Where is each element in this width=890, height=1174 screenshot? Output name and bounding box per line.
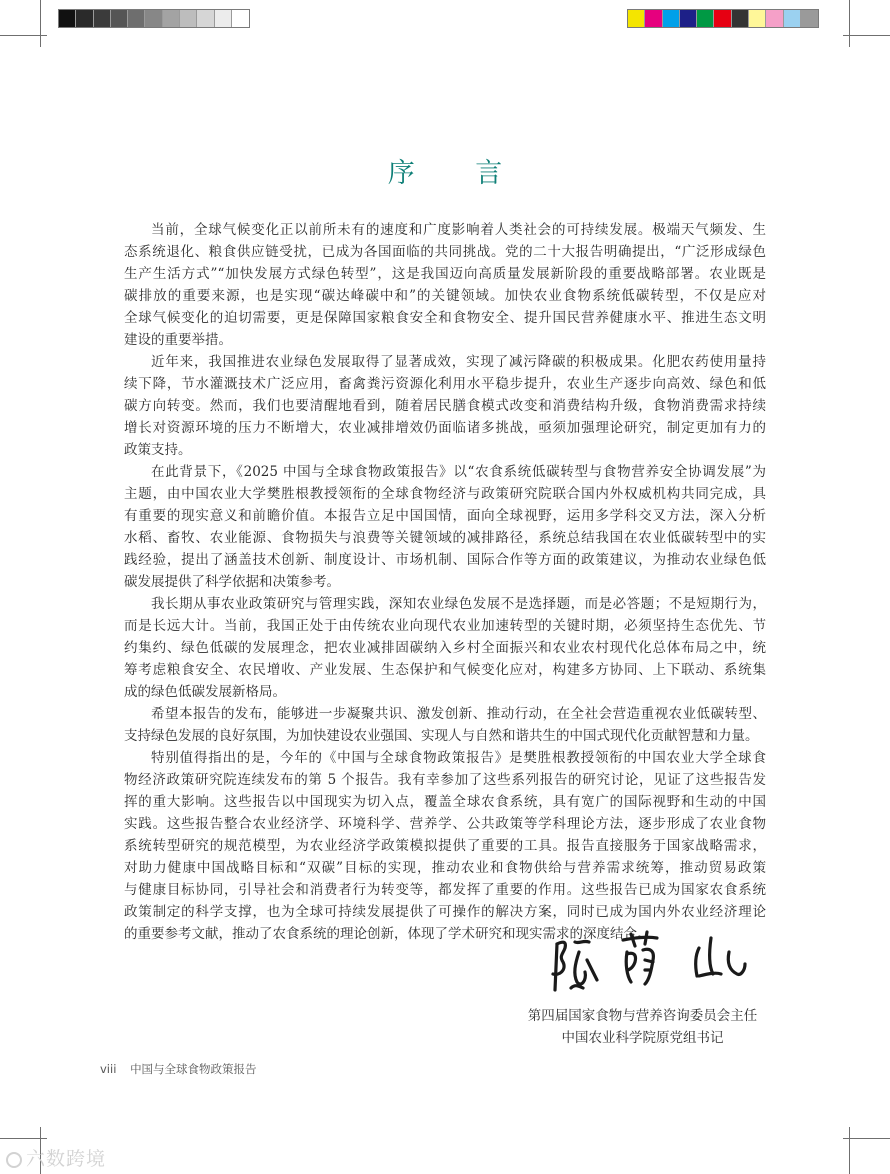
color-swatch xyxy=(628,10,645,27)
color-swatch xyxy=(766,10,783,27)
paragraph-line: 在此背景下，《2025 中国与全球食物政策报告》以“农食系统低碳转型与食物营养安全协调发展”为 xyxy=(151,464,766,480)
color-swatch xyxy=(197,10,214,27)
paragraph-line: 成的绿色低碳发展新格局。 xyxy=(124,684,286,700)
color-swatch xyxy=(59,10,76,27)
paragraph-line: 碳方向转变。然而，我们也要清醒地看到，随着居民膳食模式改变和消费结构升级，食物消费需求持续 xyxy=(124,398,766,414)
paragraph-line: 践经验，提出了涵盖技术创新、制度设计、市场机制、国际合作等方面的政策建议，为推动农业绿色低 xyxy=(124,552,766,568)
paragraph-line: 续下降，节水灌溉技术广泛应用，畜禽粪污资源化利用水平稳步提升，农业生产逐步向高效、绿色和低 xyxy=(124,376,766,392)
paragraph-line: 对助力健康中国战略目标和“双碳”目标的实现，推动农业和食物供给与营养需求统筹，推动贸易政策 xyxy=(124,860,766,876)
color-swatch xyxy=(663,10,680,27)
color-swatch xyxy=(784,10,801,27)
color-swatch xyxy=(714,10,731,27)
cmyk-color-bar xyxy=(627,9,819,28)
color-swatch xyxy=(801,10,818,27)
crop-mark-br-v xyxy=(849,1127,850,1174)
color-swatch xyxy=(180,10,197,27)
paragraph-line: 筹考虑粮食安全、农民增收、产业发展、生态保护和气候变化应对，构建多方协同、上下联动、系统集 xyxy=(124,662,766,678)
color-swatch xyxy=(749,10,766,27)
handwritten-signature xyxy=(545,930,755,998)
preface-body xyxy=(124,219,766,945)
paragraph-line: 建设的重要举措。 xyxy=(124,332,232,348)
color-swatch xyxy=(215,10,232,27)
paragraph-line: 物经济政策研究院连续发布的第 5 个报告。我有幸参加了这些系列报告的研究讨论，见证了这些报告发 xyxy=(124,772,766,788)
crop-mark-tr-h xyxy=(843,35,890,36)
color-swatch xyxy=(76,10,93,27)
paragraph-line: 约集约、绿色低碳的发展理念，把农业减排固碳纳入乡村全面振兴和农业农村现代化总体布局之中，统 xyxy=(124,640,766,656)
paragraph-line: 主题，由中国农业大学樊胜根教授领衔的全球食物经济与政策研究院联合国内外权威机构共同完成，具 xyxy=(124,486,766,502)
paragraph-line: 的重要参考文献，推动了农食系统的理论创新，体现了学术研究和现实需求的深度结合。 xyxy=(124,926,651,942)
paragraph-line: 有重要的现实意义和前瞻价值。本报告立足中国国情，面向全球视野，运用多学科交叉方法，深入分析 xyxy=(124,508,766,524)
watermark-text: 六数跨境 xyxy=(26,1148,107,1170)
gray-color-bar xyxy=(58,9,250,28)
page-number: viii xyxy=(100,1062,117,1076)
paragraph-line: 全球气候变化的迫切需要，更是保障国家粮食安全和食物安全、提升国民营养健康水平、推进生态文明 xyxy=(124,310,766,326)
paragraph-line: 与健康目标协同，引导社会和消费者行为转变等，都发挥了重要的作用。这些报告已成为国家农食系统 xyxy=(124,882,766,898)
paragraph-line: 政策制定的科学支撑，也为全球可持续发展提供了可操作的解决方案，同时已成为国内外农业经济理论 xyxy=(124,904,766,920)
color-swatch xyxy=(232,10,249,27)
crop-mark-tr-v xyxy=(849,0,850,47)
paragraph-line: 政策支持。 xyxy=(124,442,192,458)
watermark-logo-icon xyxy=(6,1152,22,1168)
paragraph-line: 增长对资源环境的压力不断增大，农业减排增效仍面临诸多挑战，亟须加强理论研究，制定更加有力的 xyxy=(124,420,766,436)
color-swatch xyxy=(645,10,662,27)
paragraph-line: 生产生活方式”“加快发展方式绿色转型”，这是我国迈向高质量发展新阶段的重要战略部署。农业既是 xyxy=(124,266,766,282)
color-swatch xyxy=(697,10,714,27)
page-footer xyxy=(100,1061,267,1077)
paragraph-line: 当前，全球气候变化正以前所未有的速度和广度影响着人类社会的可持续发展。极端天气频发、生 xyxy=(151,222,766,238)
crop-mark-tl-v xyxy=(40,0,41,47)
paragraph-line: 近年来，我国推进农业绿色发展取得了显著成效，实现了减污降碳的积极成果。化肥农药使用量持 xyxy=(151,354,766,370)
color-swatch xyxy=(145,10,162,27)
color-swatch xyxy=(732,10,749,27)
page-title: 序 言 xyxy=(387,158,529,189)
paragraph-line: 而是长远大计。当前，我国正处于由传统农业向现代农业加速转型的关键时期，必须坚持生态优先、节 xyxy=(124,618,766,634)
paragraph-line: 态系统退化、粮食供应链受扰，已成为各国面临的共同挑战。党的二十大报告明确提出，“广泛形成绿色 xyxy=(124,244,766,260)
paragraph-line: 水稻、畜牧、农业能源、食物损失与浪费等关键领域的减排路径，系统总结我国在农业低碳转型中的实 xyxy=(124,530,766,546)
paragraph-line: 希望本报告的发布，能够进一步凝聚共识、激发创新、推动行动，在全社会营造重视农业低碳转型、 xyxy=(151,706,766,722)
paragraph-line: 碳发展提供了科学依据和决策参考。 xyxy=(124,574,340,590)
crop-mark-br-h xyxy=(843,1138,890,1139)
book-title: 中国与全球食物政策报告 xyxy=(130,1062,257,1076)
color-swatch xyxy=(111,10,128,27)
paragraph-line: 支持绿色发展的良好氛围，为加快建设农业强国、实现人与自然和谐共生的中国式现代化贡献智慧和力量。 xyxy=(124,728,759,744)
color-swatch xyxy=(163,10,180,27)
signatory-roles xyxy=(520,1005,765,1049)
color-swatch xyxy=(128,10,145,27)
signatory-role-2: 中国农业科学院原党组书记 xyxy=(561,1030,724,1046)
paragraph-line: 碳排放的重要来源，也是实现“碳达峰碳中和”的关键领域。加快农业食物系统低碳转型，不仅是应对 xyxy=(124,288,766,304)
watermark xyxy=(6,1144,106,1171)
paragraph-line: 挥的重大影响。这些报告以中国现实为切入点，覆盖全球农食系统，具有宽广的国际视野和生动的中国 xyxy=(124,794,766,810)
color-swatch xyxy=(94,10,111,27)
signatory-role-1: 第四届国家食物与营养咨询委员会主任 xyxy=(527,1008,758,1024)
color-swatch xyxy=(680,10,697,27)
paragraph-line: 特别值得指出的是，今年的《中国与全球食物政策报告》是樊胜根教授领衔的中国农业大学全球食 xyxy=(151,750,766,766)
paragraph-line: 系统转型研究的规范模型，为农业经济学政策模拟提供了重要的工具。报告直接服务于国家战略需求， xyxy=(124,838,766,854)
paragraph-line: 我长期从事农业政策研究与管理实践，深知农业绿色发展不是选择题，而是必答题；不是短期行为， xyxy=(151,596,766,612)
paragraph-line: 实践。这些报告整合农业经济学、环境科学、营养学、公共政策等学科理论方法，逐步形成了农业食物 xyxy=(124,816,766,832)
